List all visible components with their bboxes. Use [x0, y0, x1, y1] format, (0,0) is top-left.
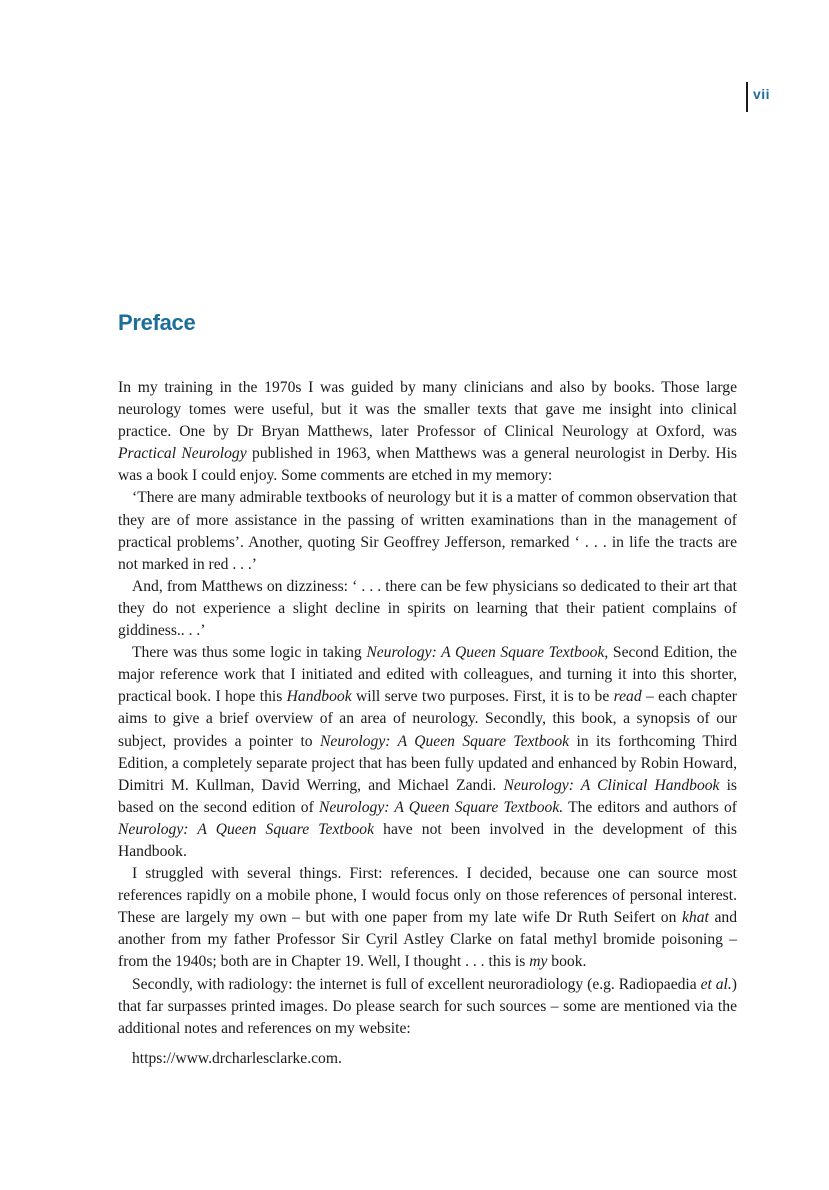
emphasis-khat: khat [682, 909, 709, 927]
book-title-queen-square-textbook: Neurology: A Queen Square Textbook [366, 644, 605, 662]
website-url-line [132, 1048, 737, 1070]
emphasis-et-al: et al. [700, 975, 732, 993]
paragraph-3-text-1: And, from Matthews on dizziness: ‘ . . . there can be few physicians so dedicated to their art that they do not experience a slight decline in spirits on learning that their patient complains of giddiness.. . .’ [118, 577, 737, 640]
paragraph-2 [118, 487, 737, 575]
book-title-queen-square-textbook: Neurology: A Queen Square Textbook [118, 820, 375, 838]
paragraph-6-text-2: ) that far surpasses printed images. Do please search for such sources – some are mentioned via the additional notes and references on my website: [118, 975, 737, 1037]
paragraph-4-text-6: is based on the second edition of [118, 776, 737, 816]
paragraph-6-text-1: Secondly, with radiology: the internet is full of excellent neuroradiology (e.g. Radiopaedia [132, 975, 701, 993]
book-title-queen-square-textbook: Neurology: A Queen Square Textbook [320, 732, 570, 750]
paragraph-2-text-1: ‘There are many admirable textbooks of neurology but it is a matter of common observation that they are of more assistance in the passing of written examinations than in the management of practical problems’. Another, quoting Sir Geoffrey Jefferson, remarked ‘ . . . in life the tracts are not marked in red . . .’ [118, 489, 737, 573]
paragraph-1-text-1: In my training in the 1970s I was guided by many clinicians and also by books. Those large neurology tomes were useful, but it was the smaller texts that gave me insight into clinical practice. One by Dr Bryan Matthews, later Professor of Clinical Neurology at Oxford, was [118, 379, 737, 441]
paragraph-4-text-7: The editors and authors of [563, 798, 737, 816]
paragraph-4-text-3: will serve two purposes. First, it is to be [351, 688, 614, 706]
paragraph-4-text-8: have not been involved in the development of this Handbook. [118, 820, 737, 860]
page-number-rule [746, 82, 748, 112]
book-title-clinical-handbook: Neurology: A Clinical Handbook [503, 776, 720, 794]
paragraph-6 [118, 974, 737, 1040]
emphasis-handbook: Handbook [286, 688, 352, 706]
page-number: vii [753, 86, 771, 102]
emphasis-my: my [529, 953, 548, 971]
paragraph-5-text-3: book. [547, 953, 587, 971]
paragraph-4-text-5: in its forthcoming Third Edition, a completely separate project that has been fully updated and enhanced by Robin Howard, Dimitri M. Kullman, David Werring, and Michael Zandi. [118, 732, 738, 794]
book-title-queen-square-textbook: Neurology: A Queen Square Textbook. [318, 798, 564, 816]
paragraph-3 [118, 576, 737, 642]
website-url[interactable]: https://www.drcharlesclarke.com. [132, 1049, 342, 1067]
book-title-practical-neurology: Practical Neurology [118, 445, 247, 463]
page-title: Preface [118, 310, 196, 335]
paragraph-5-text-1: I struggled with several things. First: references. I decided, because one can source most references rapidly on a mobile phone, I would focus only on those references of personal interest. These are largely my own – but with one paper from my late wife Dr Ruth Seifert on [118, 865, 737, 927]
paragraph-4 [118, 642, 737, 863]
emphasis-read: read [613, 688, 642, 706]
paragraph-4-text-4: – each chapter aims to give a brief overview of an area of neurology. Secondly, this book, a synopsis of our subject, provides a pointer to [118, 688, 737, 750]
paragraph-1 [118, 377, 737, 487]
paragraph-5 [118, 863, 737, 973]
paragraph-1-text-2: published in 1963, when Matthews was a general neurologist in Derby. His was a book I could enjoy. Some comments are etched in my memory: [118, 445, 738, 485]
paragraph-4-text-1: There was thus some logic in taking [132, 644, 367, 662]
paragraph-5-text-2: and another from my father Professor Sir Cyril Astley Clarke on fatal methyl bromide poisoning – from the 1940s; both are in Chapter 19. Well, I thought . . . this is [118, 909, 737, 971]
preface-body [118, 377, 737, 1070]
paragraph-4-text-2: , Second Edition, the major reference work that I initiated and edited with colleagues, and turning it into this shorter, practical book. I hope this [118, 644, 737, 706]
